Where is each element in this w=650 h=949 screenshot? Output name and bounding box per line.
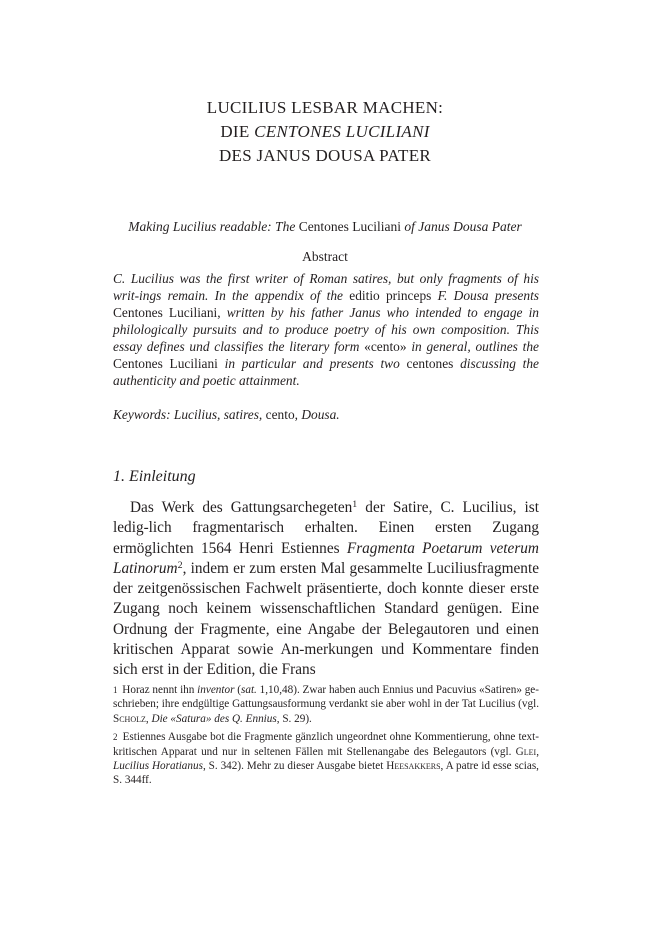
- article-title: [0, 96, 650, 168]
- body-seg-1: Das Werk des Gattungsarchegeten: [130, 499, 353, 516]
- footnote-1-seg-a: Horaz nennt ihn: [119, 684, 198, 696]
- english-title-part-1: Making Lucilius readable: The: [128, 219, 296, 234]
- body-text: [113, 498, 539, 681]
- title-line-2-prefix: DIE: [220, 122, 255, 141]
- footnote-2-seg-d: Lucilius Horatianus: [113, 760, 203, 773]
- footnote-2-seg-f: Heesakkers: [386, 760, 441, 773]
- footnotes: [113, 683, 539, 792]
- footnote-2-number: 2: [113, 732, 118, 743]
- footnote-1-seg-h: Die «Satura» des Q. Ennius: [151, 712, 277, 725]
- footnote-2-seg-c: ,: [536, 745, 539, 758]
- title-line-1: LUCILIUS LESBAR MACHEN:: [206, 98, 444, 117]
- keywords: [113, 406, 539, 423]
- footnote-2: [113, 730, 539, 788]
- title-line-3: DES JANUS DOUSA PATER: [218, 146, 432, 165]
- body-seg-3: Fragmenta Poetarum veterum Latinorum: [113, 539, 539, 577]
- footnote-1-seg-c: (: [234, 684, 241, 696]
- abstract-seg-10: centones: [399, 356, 461, 371]
- footnote-1-seg-d: sat.: [241, 684, 257, 696]
- title-line-2: [0, 120, 650, 144]
- footnote-1-seg-i: , S. 29).: [276, 712, 312, 725]
- abstract-seg-8: Centones Luciliani: [113, 356, 225, 371]
- keywords-seg-2: cento,: [262, 407, 302, 422]
- footnote-1-seg-e: 1,10,48). Zwar haben auch Ennius und Pacuvius «Satiren» ge-schrieben; ihre endgültige Gattungsausformung verdankt sie aber wohl in der Tat Lucilius (vgl.: [113, 684, 539, 711]
- footnote-ref-2[interactable]: 2: [177, 559, 183, 571]
- footnote-1-seg-g: ,: [145, 712, 152, 725]
- footnote-2-seg-g: , A patre id esse scias, S. 344ff.: [113, 760, 539, 787]
- keywords-seg-3: Dousa.: [301, 407, 340, 422]
- footnote-1-seg-b: inventor: [197, 684, 235, 696]
- abstract-seg-1: C. Lucilius was the first writer of Roman satires, but only fragments of his writ-ings remain. In the appendix of the: [113, 271, 539, 303]
- abstract-text: [113, 270, 539, 389]
- abstract-seg-6: «cento»: [359, 339, 412, 354]
- footnote-1: [113, 683, 539, 726]
- body-seg-4: , indem er zum ersten Mal gesammelte Luciliusfragmente der zeitgenössischen Fachwelt präsentierte, doch konnte dieser erste Zugang noch keinem wissenschaftlichen Standard genügen. Eine Ordnung der Fragmente, eine Angabe der Belegautoren und einen kritischen Apparat sowie An-merkungen und Kommentare finden sich erst in der Edition, die Frans: [113, 559, 539, 679]
- footnote-2-seg-b: Glei: [515, 745, 537, 758]
- abstract-seg-11: discussing the authenticity and poetic attainment.: [113, 356, 539, 388]
- english-title-part-3: of Janus Dousa Pater: [404, 219, 522, 234]
- english-title-part-2: Centones Luciliani: [295, 219, 405, 234]
- body-seg-2: der Satire, C. Lucilius, ist ledig-lich fragmentarisch erhalten. Einen ersten Zugang ermöglichten 1564 Henri Estiennes: [113, 499, 539, 557]
- keywords-seg-1: Keywords: Lucilius, satires,: [113, 407, 263, 422]
- abstract-seg-5: written by his father Janus who intended to engage in philologically pursuits and to produce poetry of his own composition. This essay defines und classifies the literary form: [113, 305, 540, 354]
- abstract: [113, 270, 539, 423]
- abstract-seg-3: F. Dousa presents: [437, 288, 540, 303]
- footnote-1-seg-f: Scholz: [113, 712, 146, 725]
- abstract-seg-7: in general, outlines the: [411, 339, 539, 354]
- body-paragraph: [113, 498, 539, 681]
- footnote-2-seg-e: , S. 342). Mehr zu dieser Ausgabe bietet: [202, 760, 387, 773]
- abstract-seg-9: in particular and presents two: [224, 356, 400, 371]
- footnote-ref-1[interactable]: 1: [352, 499, 358, 511]
- abstract-seg-2: editio princeps: [343, 288, 438, 303]
- footnote-1-number: 1: [113, 685, 118, 695]
- section-heading: 1. Einleitung: [113, 468, 196, 485]
- title-line-2-italic: CENTONES LUCILIANI: [254, 122, 430, 141]
- abstract-seg-4: Centones Luciliani,: [113, 305, 227, 320]
- english-title: [113, 219, 537, 235]
- footnote-2-seg-a: Estiennes Ausgabe bot die Fragmente gänzlich ungeordnet ohne Kommentierung, ohne text-kritischen Apparat und nur in seltenen Fällen mit Stellenangabe des Belegautors (vgl.: [113, 731, 539, 758]
- abstract-heading: Abstract: [302, 249, 348, 264]
